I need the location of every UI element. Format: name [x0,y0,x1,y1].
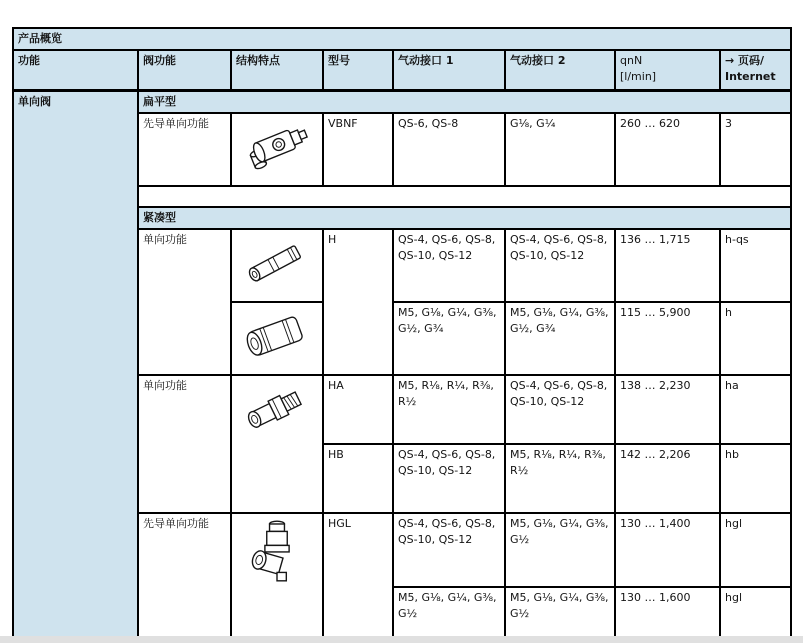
cell-valve-function-hgl: 先导单向功能 [138,513,231,643]
flow-header-unit: [l/min] [620,69,657,83]
cell-flow-hb: 142 … 2,206 [615,444,720,513]
valve-drawing-vbnf-icon [231,113,323,186]
page-header-internet: Internet [725,69,776,83]
cell-port1-h-qs: QS-4, QS-6, QS-8, QS-10, QS-12 [393,229,505,302]
cell-port2-vbnf: G⅛, G¼ [505,113,615,186]
cell-model-hgl: HGL [323,513,393,643]
cell-flow-h-qs: 136 … 1,715 [615,229,720,302]
col-header-valve-function: 阀功能 [138,50,231,91]
cell-page-ref-hgl-qs[interactable]: hgl [720,513,791,587]
page-header-arrow-icon: → 页码/ [725,53,765,67]
cell-flow-hgl-g: 130 … 1,600 [615,587,720,643]
cell-port2-h-qs: QS-4, QS-6, QS-8, QS-10, QS-12 [505,229,615,302]
col-header-port2: 气动接口 2 [505,50,615,91]
cell-port2-hgl-g: M5, G⅛, G¼, G⅜, G½ [505,587,615,643]
valve-drawing-ha-icon [231,375,323,513]
cell-valve-function-ha-hb: 单向功能 [138,375,231,513]
spacer-row [138,186,791,207]
section-header-flat: 扁平型 [138,91,791,113]
flow-header-symbol: qnN [620,53,643,67]
cell-port2-hgl-qs: M5, G⅛, G¼, G⅜, G½ [505,513,615,587]
cell-model-hb: HB [323,444,393,513]
cell-port1-hgl-g: M5, G⅛, G¼, G⅜, G½ [393,587,505,643]
col-header-page [720,50,791,91]
cell-port2-h-g: M5, G⅛, G¼, G⅜, G½, G¾ [505,302,615,375]
page-bottom-edge [0,636,803,643]
cell-page-ref-h-qs[interactable]: h-qs [720,229,791,302]
cell-flow-h-g: 115 … 5,900 [615,302,720,375]
valve-drawing-h-pushin-icon [231,229,323,302]
cell-model-h: H [323,229,393,375]
cell-valve-function-h: 单向功能 [138,229,231,375]
cell-page-ref-hb[interactable]: hb [720,444,791,513]
col-header-port1: 气动接口 1 [393,50,505,91]
page-title: 产品概览 [13,28,791,50]
cell-page-ref-vbnf[interactable]: 3 [720,113,791,186]
cell-flow-ha: 138 … 2,230 [615,375,720,444]
valve-drawing-hgl-icon [231,513,323,643]
cell-port1-ha: M5, R⅛, R¼, R⅜, R½ [393,375,505,444]
cell-port1-h-g: M5, G⅛, G¼, G⅜, G½, G¾ [393,302,505,375]
col-header-flow [615,50,720,91]
col-header-design: 结构特点 [231,50,323,91]
cell-port2-ha: QS-4, QS-6, QS-8, QS-10, QS-12 [505,375,615,444]
cell-port1-vbnf: QS-6, QS-8 [393,113,505,186]
cell-flow-hgl-qs: 130 … 1,400 [615,513,720,587]
cell-flow-vbnf: 260 … 620 [615,113,720,186]
valve-drawing-h-threaded-icon [231,302,323,375]
cell-port1-hb: QS-4, QS-6, QS-8, QS-10, QS-12 [393,444,505,513]
cell-page-ref-hgl-g[interactable]: hgl [720,587,791,643]
col-header-function: 功能 [13,50,138,91]
cell-function-check-valve: 单向阀 [13,91,138,643]
cell-model-ha: HA [323,375,393,444]
cell-page-ref-ha[interactable]: ha [720,375,791,444]
section-header-compact: 紧凑型 [138,207,791,229]
product-overview-table [12,27,792,643]
cell-page-ref-h-g[interactable]: h [720,302,791,375]
cell-port1-hgl-qs: QS-4, QS-6, QS-8, QS-10, QS-12 [393,513,505,587]
cell-model-vbnf: VBNF [323,113,393,186]
cell-port2-hb: M5, R⅛, R¼, R⅜, R½ [505,444,615,513]
cell-valve-function-vbnf: 先导单向功能 [138,113,231,186]
col-header-type: 型号 [323,50,393,91]
